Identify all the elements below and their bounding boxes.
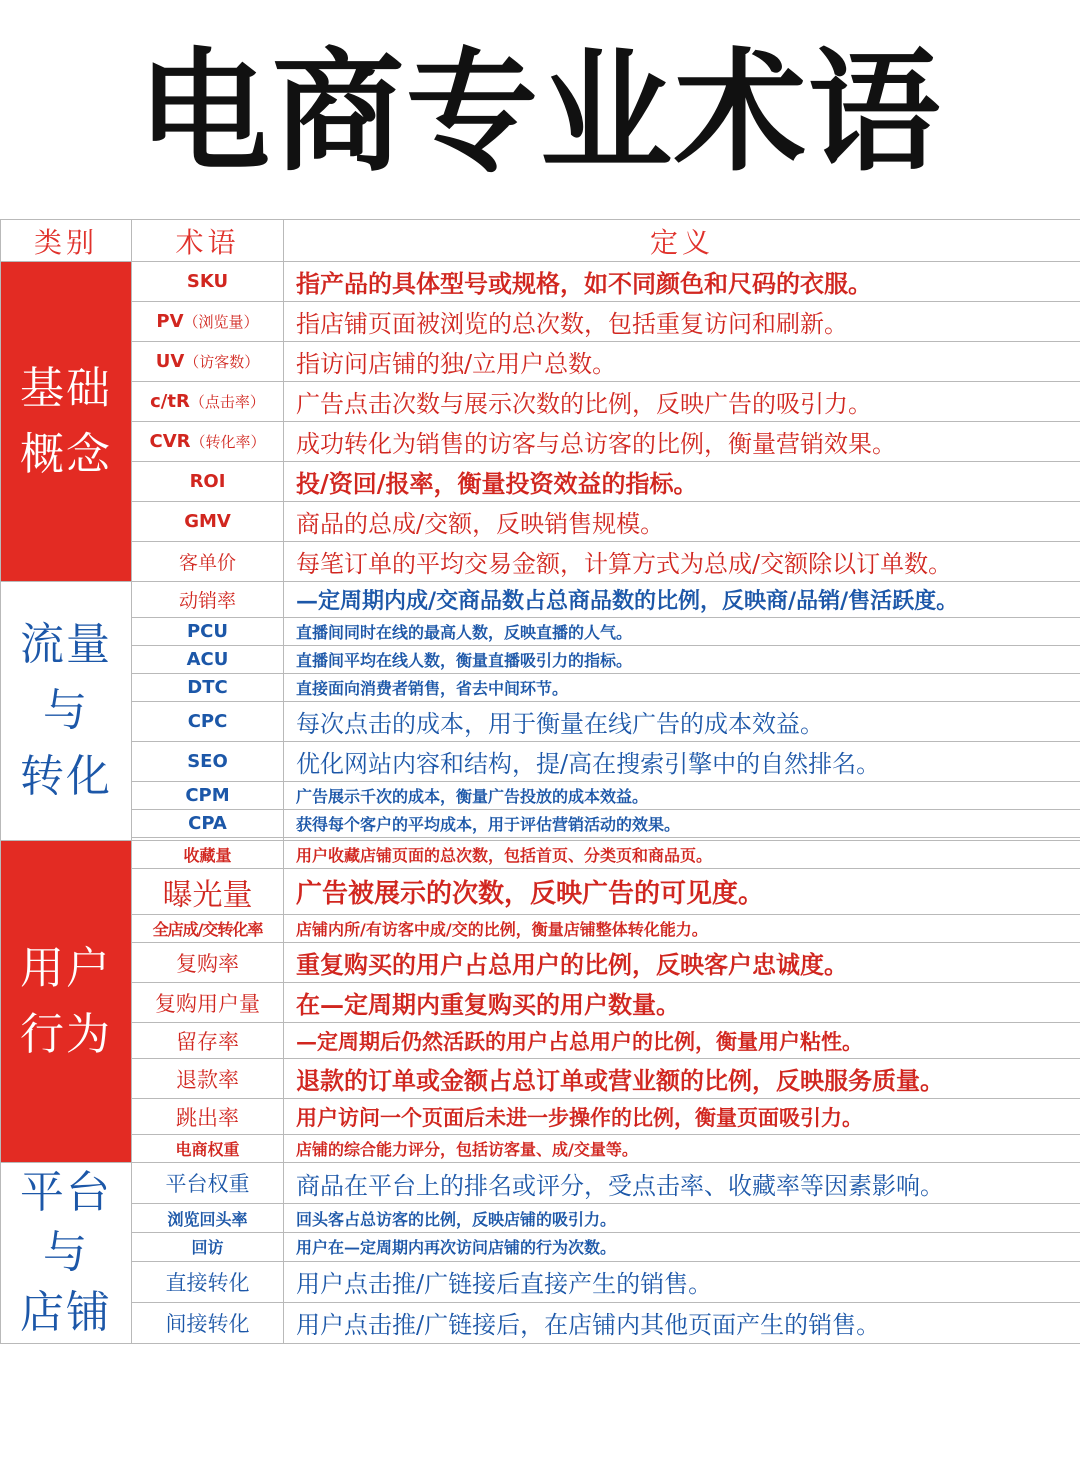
table-row — [1, 841, 1080, 869]
definition-cell: 在—定周期内重复购买的用户数量。 — [284, 983, 1080, 1023]
term-cell: 电商权重 — [132, 1135, 284, 1163]
definition-cell: 回头客占总访客的比例，反映店铺的吸引力。 — [284, 1204, 1080, 1233]
definition-cell: 广告点击次数与展示次数的比例，反映广告的吸引力。 — [284, 382, 1080, 422]
table-row — [1, 1163, 1080, 1204]
table-row — [1, 1261, 1080, 1302]
term-cell: 全店成/交转化率 — [132, 915, 284, 943]
term-cell: ACU — [132, 646, 284, 674]
table-row — [1, 542, 1080, 582]
table-row — [1, 1023, 1080, 1059]
definition-cell: 获得每个客户的平均成本，用于评估营销活动的效果。 — [284, 810, 1080, 838]
table-row — [1, 742, 1080, 782]
definition-cell: 直播间同时在线的最高人数，反映直播的人气。 — [284, 618, 1080, 646]
definition-cell: 用户点击推/广链接后，在店铺内其他页面产生的销售。 — [284, 1302, 1080, 1343]
table-row — [1, 1099, 1080, 1135]
definition-cell: 成功转化为销售的访客与总访客的比例，衡量营销效果。 — [284, 422, 1080, 462]
table-row — [1, 702, 1080, 742]
definition-cell: 指访问店铺的独/立用户总数。 — [284, 342, 1080, 382]
definition-cell: 店铺内所/有访客中成/交的比例，衡量店铺整体转化能力。 — [284, 915, 1080, 943]
definition-cell: —定周期内成/交商品数占总商品数的比例，反映商/品销/售活跃度。 — [284, 582, 1080, 618]
header-term: 术语 — [132, 220, 284, 262]
term-cell: 动销率 — [132, 582, 284, 618]
table-row — [1, 262, 1080, 302]
definition-cell: 广告被展示的次数，反映广告的可见度。 — [284, 869, 1080, 915]
definition-cell: 用户访问一个页面后未进一步操作的比例，衡量页面吸引力。 — [284, 1099, 1080, 1135]
term-cell: CPM — [132, 782, 284, 810]
category-basic: 基础 概念 — [1, 262, 132, 582]
term-cell: c/tR（点击率） — [132, 382, 284, 422]
definition-cell: 广告展示千次的成本，衡量广告投放的成本效益。 — [284, 782, 1080, 810]
term-cell: 留存率 — [132, 1023, 284, 1059]
table-row — [1, 915, 1080, 943]
term-cell: 直接转化 — [132, 1261, 284, 1302]
table-header — [1, 220, 1080, 262]
term-cell: 回访 — [132, 1232, 284, 1261]
definition-cell: 用户点击推/广链接后直接产生的销售。 — [284, 1261, 1080, 1302]
definition-cell: 优化网站内容和结构，提/高在搜索引擎中的自然排名。 — [284, 742, 1080, 782]
term-cell: SEO — [132, 742, 284, 782]
table-row — [1, 1232, 1080, 1261]
table-row — [1, 502, 1080, 542]
definition-cell: 每笔订单的平均交易金额，计算方式为总成/交额除以订单数。 — [284, 542, 1080, 582]
table-row — [1, 1135, 1080, 1163]
term-cell: PV（浏览量） — [132, 302, 284, 342]
definition-cell: 商品的总成/交额，反映销售规模。 — [284, 502, 1080, 542]
term-cell: DTC — [132, 674, 284, 702]
definition-cell: —定周期后仍然活跃的用户占总用户的比例，衡量用户粘性。 — [284, 1023, 1080, 1059]
table-row — [1, 302, 1080, 342]
table-row — [1, 782, 1080, 810]
table-row — [1, 810, 1080, 838]
definition-cell: 店铺的综合能力评分，包括访客量、成/交量等。 — [284, 1135, 1080, 1163]
term-cell: 复购率 — [132, 943, 284, 983]
definition-cell: 直接面向消费者销售，省去中间环节。 — [284, 674, 1080, 702]
definition-cell: 用户在—定周期内再次访问店铺的行为次数。 — [284, 1232, 1080, 1261]
term-cell: 间接转化 — [132, 1302, 284, 1343]
term-cell: 复购用户量 — [132, 983, 284, 1023]
category-traffic: 流量 与 转化 — [1, 582, 132, 841]
definition-cell: 商品在平台上的排名或评分，受点击率、收藏率等因素影响。 — [284, 1163, 1080, 1204]
definition-cell: 投/资回/报率，衡量投资效益的指标。 — [284, 462, 1080, 502]
term-cell: ROI — [132, 462, 284, 502]
table-row — [1, 983, 1080, 1023]
table-row — [1, 869, 1080, 915]
table-row — [1, 342, 1080, 382]
term-cell: 收藏量 — [132, 841, 284, 869]
definition-cell: 每次点击的成本，用于衡量在线广告的成本效益。 — [284, 702, 1080, 742]
term-cell: PCU — [132, 618, 284, 646]
term-cell: 平台权重 — [132, 1163, 284, 1204]
term-cell: 客单价 — [132, 542, 284, 582]
definition-cell: 指产品的具体型号或规格，如不同颜色和尺码的衣服。 — [284, 262, 1080, 302]
definition-cell: 指店铺页面被浏览的总次数，包括重复访问和刷新。 — [284, 302, 1080, 342]
definition-cell: 用户收藏店铺页面的总次数，包括首页、分类页和商品页。 — [284, 841, 1080, 869]
category-user: 用户 行为 — [1, 841, 132, 1163]
term-cell: 浏览回头率 — [132, 1204, 284, 1233]
definition-cell: 直播间平均在线人数，衡量直播吸引力的指标。 — [284, 646, 1080, 674]
table-row — [1, 422, 1080, 462]
term-cell: UV（访客数） — [132, 342, 284, 382]
table-row — [1, 1059, 1080, 1099]
header-definition: 定义 — [284, 220, 1080, 262]
term-cell: 退款率 — [132, 1059, 284, 1099]
table-row — [1, 1204, 1080, 1233]
term-cell: 曝光量 — [132, 869, 284, 915]
header-category: 类别 — [1, 220, 132, 262]
table-row — [1, 582, 1080, 618]
category-platform: 平台 与 店铺 — [1, 1163, 132, 1344]
term-cell: CPA — [132, 810, 284, 838]
term-cell: CPC — [132, 702, 284, 742]
table-row — [1, 1302, 1080, 1343]
definition-cell: 重复购买的用户占总用户的比例，反映客户忠诚度。 — [284, 943, 1080, 983]
term-cell: SKU — [132, 262, 284, 302]
table-row — [1, 382, 1080, 422]
table-row — [1, 674, 1080, 702]
term-cell: GMV — [132, 502, 284, 542]
table-row — [1, 943, 1080, 983]
table-row — [1, 618, 1080, 646]
term-cell: CVR（转化率） — [132, 422, 284, 462]
table-row — [1, 462, 1080, 502]
definition-cell: 退款的订单或金额占总订单或营业额的比例，反映服务质量。 — [284, 1059, 1080, 1099]
page-title: 电商专业术语 — [138, 36, 942, 190]
term-cell: 跳出率 — [132, 1099, 284, 1135]
terms-table — [0, 219, 1080, 1344]
table-row — [1, 646, 1080, 674]
